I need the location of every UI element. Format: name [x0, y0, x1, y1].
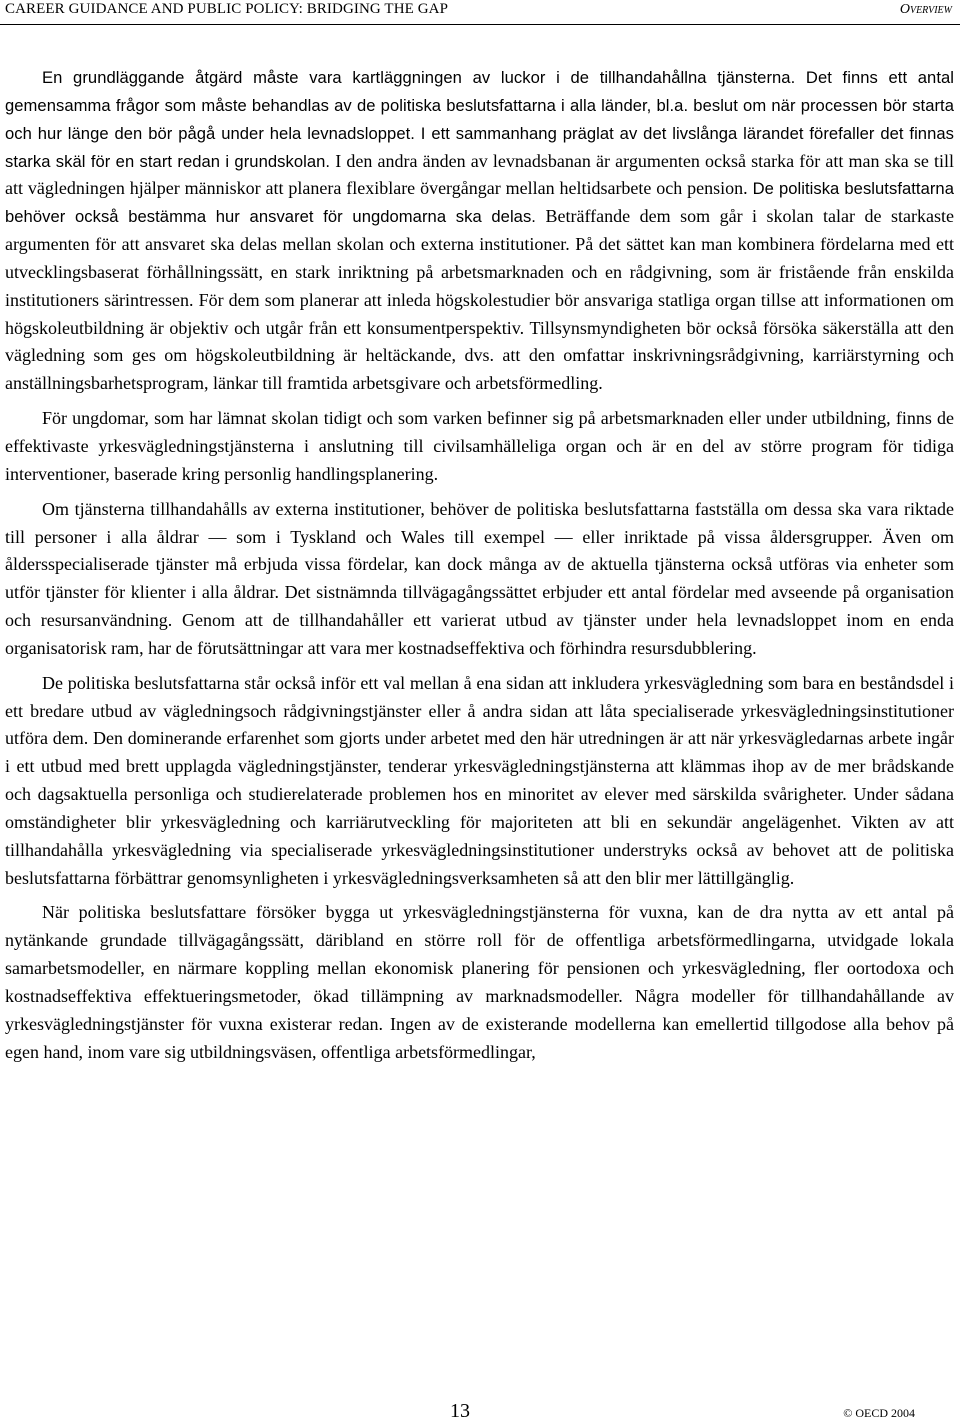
paragraph-text-run: I den andra änden av levnadsbanan är argumenten också starka för att man ska se till att vägledningen hjälper människor att planera flexiblare övergångar mellan heltidsarbete och pension. — [5, 150, 954, 199]
paragraph-text-run: De politiska beslutsfattarna behöver också bestämma hur ansvaret för ungdomarna ska delas. — [5, 179, 954, 227]
paragraph-text-run: För ungdomar, som har lämnat skolan tidigt och som varken befinner sig på arbetsmarknaden eller under utbildning, finns de effektivaste yrkesvägledningstjänsterna i anslutning till civilsamhälleliga organ och är en del av större program för tidiga interventioner, baserade kring personlig handlingsplanering. — [5, 408, 954, 484]
running-header — [0, 0, 960, 25]
copyright-notice: © OECD 2004 — [843, 1406, 915, 1420]
paragraph — [5, 64, 954, 398]
page-number: 13 — [450, 1400, 470, 1422]
running-header-title: CAREER GUIDANCE AND PUBLIC POLICY: BRIDGING THE GAP — [5, 1, 449, 17]
paragraph-text-run: En grundläggande åtgärd måste vara kartläggningen av luckor i de tillhandahållna tjänsterna. Det finns ett antal gemensamma frågor som måste behandlas av de politiska beslutsfattarna i alla länder, bl.a. beslut om när processen bör starta och hur länge den bör pågå under hela levnadsloppet. I ett sammanhang präglat av det livslånga lärandet förefaller det finnas starka skäl för en start redan i grundskolan. — [5, 68, 954, 171]
paragraph-text-run: Beträffande dem som går i skolan talar de starkaste argumenten för att ansvaret ska delas mellan skolan och externa institutioner. På det sättet kan man kombinera fördelarna med ett utvecklingsbaserat förhållningssätt, en stark inriktning på arbetsmarknaden och en rådgivning, som är fristående från enskilda institutioners särintressen. För dem som planerar att inleda högskolestudier bör ansvariga statliga organ tillse att informationen om högskoleutbildning är objektiv och utgår från ett konsumentperspektiv. Tillsynsmyndigheten bör också försöka säkerställa att den vägledning som ges om högskoleutbildning är heltäckande, dvs. att den omfattar inskrivningsrådgivning, karriärstyrning och anställningsbarhetsprogram, länkar till framtida arbetsgivare och arbetsförmedling. — [5, 206, 954, 394]
paragraph-text-run: Om tjänsterna tillhandahålls av externa institutioner, behöver de politiska beslutsfattarna fastställa om dessa ska vara riktade till personer i alla åldrar — som i Tyskland och Wales till exempel — eller inriktade på vissa åldersgrupper. Även om åldersspecialiserade tjänster må erbjuda vissa fördelar, kan dock många av de aktuella tjänsterna också utföras via enheter som utför tjänster för klienter i alla åldrar. Det sistnämnda tillvägagångssättet erbjuder ett antal fördelar med avseende på organisation och resursanvändning. Genom att de tillhandahåller ett varierat utbud av tjänster under hela levnadsloppet inom en enda organisatorisk ram, har de förutsättningar att vara mer kostnadseffektiva och förhindra resursdubblering. — [5, 498, 954, 658]
paragraph — [5, 496, 954, 663]
paragraph-text-run: De politiska beslutsfattarna står också inför ett val mellan å ena sidan att inkludera yrkesvägledning som bara en beståndsdel i ett bredare utbud av vägledningsoch rådgivningstjänster eller å andra sidan att låta specialiserade yrkesvägledningsinstitutioner utföra dem. Den dominerande erfarenhet som gjorts under arbetet med den här utredningen är att när yrkesvägledarnas arbete ingår i ett utbud med brett upplagda vägledningstjänster, tenderar yrkesvägledningstjänsterna att klämmas ihop av de mer brådskande och dagsaktuella personliga och studierelaterade problemen hos en minoritet av elever med särskilda svårigheter. Under sådana omständigheter blir yrkesvägledning och karriärutveckling för majoriteten att bli en sekundär angelägenhet. Vikten av att tillhandahålla yrkesvägledning via specialiserade yrkesvägledningsinstitutioner understryks också av behovet att de politiska beslutsfattarna förbättrar genomsynligheten i yrkesvägledningsverksamheten så att den blir mer lättillgänglig. — [5, 672, 954, 888]
paragraph-text-run: När politiska beslutsfattare försöker bygga ut yrkesvägledningstjänsterna för vuxna, kan de dra nytta av ett antal på nytänkande grundade tillvägagångssätt, däribland en större roll för de offentliga arbetsförmedlingarna, utvidgade lokala samarbetsmodeller, en närmare koppling mellan ekonomisk planering för pensionen och yrkesvägledning, fler oortodoxa och kostnadseffektiva effektueringsmetoder, ökad tillämpning av marknadsmodeller. Några modeller för tillhandahållande av yrkesvägledningstjänster för vuxna existerar redan. Ingen av de existerande modellerna kan emellertid tillgodose alla behov på egen hand, inom vare sig utbildningsväsen, offentliga arbetsförmedlingar, — [5, 902, 954, 1062]
paragraph — [5, 670, 954, 893]
paragraph — [5, 899, 954, 1066]
paragraph — [5, 405, 954, 489]
document-body — [5, 64, 954, 1074]
running-header-section: Overview — [899, 2, 952, 17]
